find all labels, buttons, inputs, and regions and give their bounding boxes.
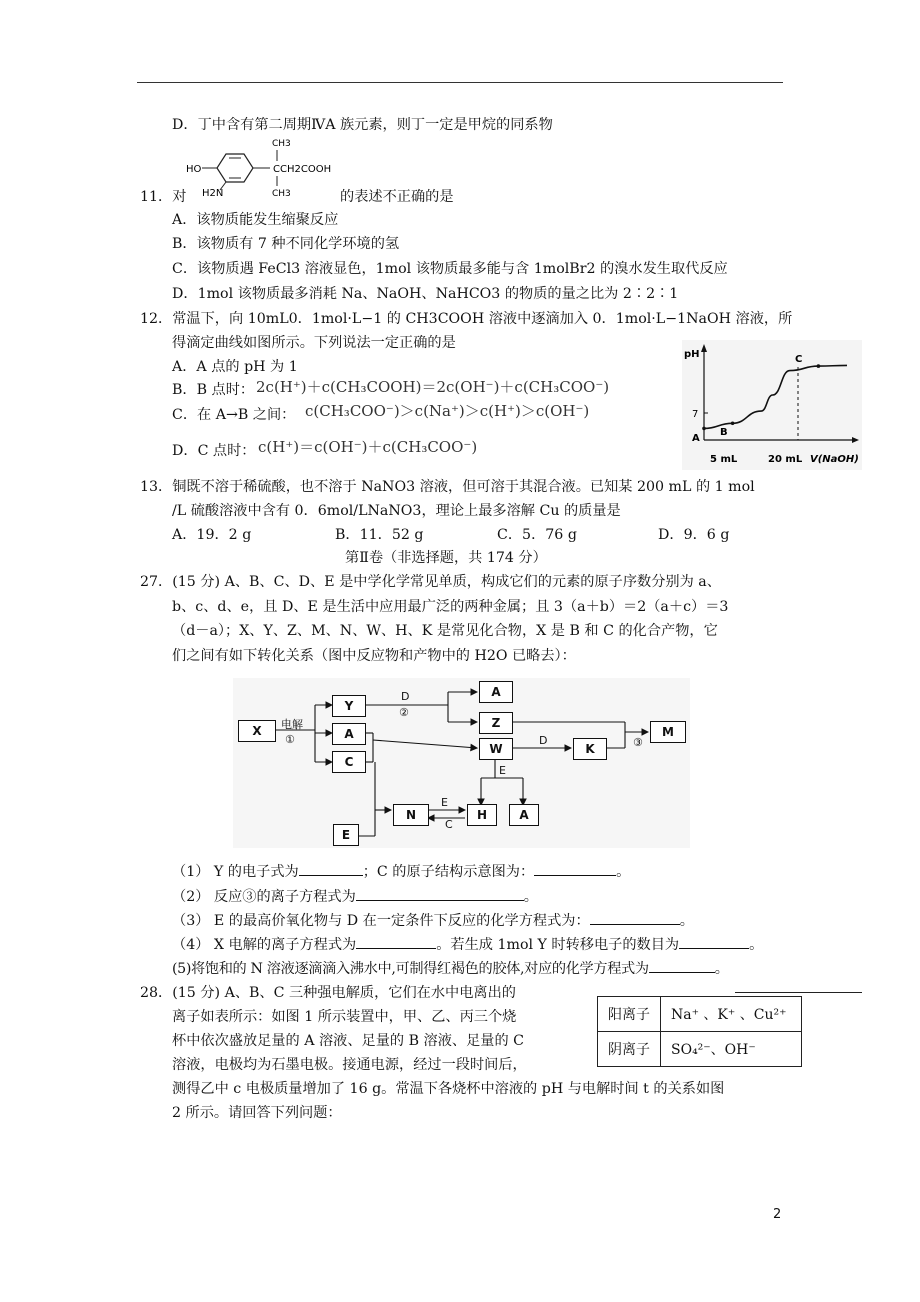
- q27-sub4-text: （4） X 电解的离子方程式为: [172, 937, 357, 953]
- point-b-marker: [731, 421, 735, 425]
- q11-option-a: A．该物质能发生缩聚反应: [172, 212, 339, 228]
- page-number: 2: [773, 1207, 782, 1222]
- q28-stem-line1: 28．(15 分) A、B、C 三种强电解质，它们在水中电离出的: [140, 985, 516, 1001]
- q12-option-c-equation: c(CH₃COO⁻)＞c(Na⁺)＞c(H⁺)＞c(OH⁻): [305, 402, 590, 420]
- ion-row-values: Na⁺ 、K⁺ 、Cu²⁺: [661, 997, 802, 1032]
- q12-option-d: D．C 点时：: [172, 443, 256, 459]
- q28-stem-line3: 杯中依次盛放足量的 A 溶液、足量的 B 溶液、足量的 C: [172, 1033, 525, 1049]
- q11-stem-tail: 的表述不正确的是: [340, 189, 454, 205]
- q27-sub1-text2: ；C 的原子结构示意图为：: [362, 864, 535, 880]
- q27-stem-line1: 27．(15 分) A、B、C、D、E 是中学化学常见单质，构成它们的元素的原子序数分别为 a、: [140, 574, 721, 590]
- flow-label-2: ②: [399, 706, 409, 719]
- y-axis-label: pH: [684, 349, 700, 360]
- q28-stem-line2: 离子如表所示：如图 1 所示装置中，甲、乙、丙三个烧: [172, 1009, 517, 1025]
- q12-option-c: C．在 A→B 之间：: [172, 407, 296, 423]
- point-b-label: B: [720, 427, 728, 438]
- flow-node-n: N: [393, 804, 429, 826]
- flow-node-z: Z: [479, 712, 513, 734]
- flow-label-e2: E: [441, 796, 448, 809]
- q27-sub1-text: （1） Y 的电子式为: [172, 864, 299, 880]
- q27-sub2-text: （2） 反应③的离子方程式为: [172, 889, 356, 905]
- flow-label-c: C: [445, 818, 453, 831]
- q12-option-d-equation: c(H⁺)＝c(OH⁻)＋c(CH₃COO⁻): [258, 438, 478, 456]
- q11-option-d: D．1mol 该物质最多消耗 Na、NaOH、NaHCO3 的物质的量之比为 2∶2∶1: [172, 286, 679, 302]
- answer-blank[interactable]: [356, 886, 524, 901]
- ion-row-label: 阴离子: [598, 1032, 661, 1067]
- q27-stem-line3: （d－a）；X、Y、Z、M、N、W、H、K 是常见化合物，X 是 B 和 C 的化合产物，它: [172, 623, 718, 639]
- flow-node-y: Y: [332, 695, 366, 717]
- flow-label-1: ①: [285, 733, 295, 746]
- flow-label-d1: D: [401, 690, 410, 703]
- flow-node-w: W: [479, 738, 513, 760]
- q28-stem-line5: 测得乙中 c 电极质量增加了 16 g。常温下各烧杯中溶液的 pH 与电解时间 t 的关系如图: [172, 1081, 725, 1097]
- structure-chain: CCH2COOH: [273, 164, 332, 175]
- q12-stem-line1: 12．常温下，向 10mL0．1mol·L−1 的 CH3COOH 溶液中逐滴加入 0．1mol·L−1NaOH 溶液，所: [140, 311, 793, 327]
- flow-node-c: C: [332, 751, 366, 773]
- x-tick-20ml: 20 mL: [768, 454, 803, 465]
- q27-sub1: [172, 861, 630, 882]
- titration-curve-chart: [682, 340, 862, 470]
- point-c-marker: [817, 364, 821, 368]
- table-row: [598, 1032, 802, 1067]
- q27-sub3: [172, 910, 694, 931]
- point-c-label: C: [795, 354, 803, 365]
- period: 。: [616, 864, 631, 880]
- structure-h2n: H2N: [202, 188, 224, 199]
- x-tick-5ml: 5 mL: [710, 454, 738, 465]
- point-a-label: A: [692, 433, 700, 444]
- q27-sub4: [172, 934, 763, 955]
- q12-option-b: B．B 点时：: [172, 382, 255, 398]
- q13-option-b: B．11．52 g: [335, 527, 424, 543]
- q28-stem-line4: 溶液，电极均为石墨电极。接通电源，经过一段时间后，: [172, 1057, 527, 1073]
- ion-row-label: 阳离子: [598, 997, 661, 1032]
- answer-blank[interactable]: [590, 910, 680, 925]
- answer-blank[interactable]: [299, 861, 363, 876]
- flow-node-k: K: [573, 738, 607, 760]
- flow-diagram-arrows: [233, 678, 690, 848]
- flow-node-e: E: [333, 824, 359, 846]
- q12-option-b-equation: 2c(H⁺)＋c(CH₃COOH)＝2c(OH⁻)＋c(CH₃COO⁻): [256, 378, 610, 396]
- q27-sub2: [172, 886, 538, 907]
- q13-stem-line2: /L 硫酸溶液中含有 0．6mol/LNaNO3，理论上最多溶解 Cu 的质量是: [172, 503, 621, 519]
- part-two-title: 第Ⅱ卷（非选择题，共 174 分）: [345, 550, 547, 566]
- q27-sub5: [172, 958, 729, 979]
- answer-blank[interactable]: [534, 861, 616, 876]
- q28-stem-line6: 2 所示。请回答下列问题：: [172, 1105, 342, 1121]
- q11-option-c: C．该物质遇 FeCl3 溶液显色，1mol 该物质最多能与含 1molBr2 的溴水发生取代反应: [172, 261, 728, 277]
- structure-ch3-bottom: CH3: [272, 189, 291, 199]
- q13-option-d: D．9．6 g: [658, 527, 730, 543]
- answer-blank[interactable]: [649, 958, 715, 973]
- ion-table: [597, 996, 802, 1067]
- period: 。: [749, 937, 764, 953]
- q11-option-b: B．该物质有 7 种不同化学环境的氢: [172, 236, 400, 252]
- y-tick-7: 7: [692, 409, 699, 420]
- flow-node-x: X: [238, 720, 276, 742]
- table-row: [598, 997, 802, 1032]
- q27-sub3-text: （3） E 的最高价氧化物与 D 在一定条件下反应的化学方程式为：: [172, 913, 590, 929]
- q13-stem-line1: 13．铜既不溶于稀硫酸，也不溶于 NaNO3 溶液，但可溶于其混合液。已知某 200 mL 的 1 mol: [140, 479, 755, 495]
- structure-ch3-top: CH3: [272, 139, 291, 149]
- chemical-structure: [180, 132, 350, 204]
- answer-blank[interactable]: [356, 934, 436, 949]
- q13-option-c: C．5．76 g: [497, 527, 577, 543]
- q11-stem-number: 11．对: [140, 189, 187, 205]
- table-top-rule: [735, 992, 862, 993]
- period: 。: [714, 961, 729, 977]
- q27-stem-line2: b、c、d、e，且 D、E 是生活中应用最广泛的两种金属；且 3（a＋b）＝2（a＋c）＝3: [172, 599, 729, 615]
- header-rule: [137, 82, 783, 83]
- q27-stem-line4: 们之间有如下转化关系（图中反应物和产物中的 H2O 已略去）：: [172, 648, 576, 664]
- flow-node-a: A: [332, 723, 366, 745]
- structure-ho: HO: [186, 164, 202, 175]
- period: 。: [523, 889, 538, 905]
- q12-option-a: A．A 点的 pH 为 1: [172, 359, 298, 375]
- x-axis-label: V(NaOH): [810, 454, 859, 465]
- q10-option-d: D．丁中含有第二周期ⅣA 族元素，则丁一定是甲烷的同系物: [172, 117, 553, 133]
- period: 。: [679, 913, 694, 929]
- flow-label-e1: E: [499, 764, 506, 777]
- flow-node-a-top: A: [479, 681, 513, 703]
- flow-label-d2: D: [539, 734, 548, 747]
- flow-node-h: H: [467, 804, 497, 826]
- flow-label-electrolysis: 电解: [281, 718, 303, 731]
- answer-blank[interactable]: [679, 934, 749, 949]
- flow-node-m: M: [650, 721, 686, 743]
- flow-label-3: ③: [633, 736, 643, 749]
- point-a-marker: [702, 427, 706, 431]
- q27-sub5-text: (5)将饱和的 N 溶液逐滴滴入沸水中,可制得红褐色的胶体,对应的化学方程式为: [172, 961, 649, 977]
- q12-stem-line2: 得滴定曲线如图所示。下列说法一定正确的是: [172, 335, 456, 351]
- q27-sub4-text2: 。若生成 1mol Y 时转移电子的数目为: [436, 937, 680, 953]
- flow-node-a-bottom: A: [509, 804, 539, 826]
- flow-diagram: [233, 678, 690, 848]
- q13-option-a: A．19．2 g: [172, 527, 252, 543]
- ion-row-values: SO₄²⁻、OH⁻: [661, 1032, 802, 1067]
